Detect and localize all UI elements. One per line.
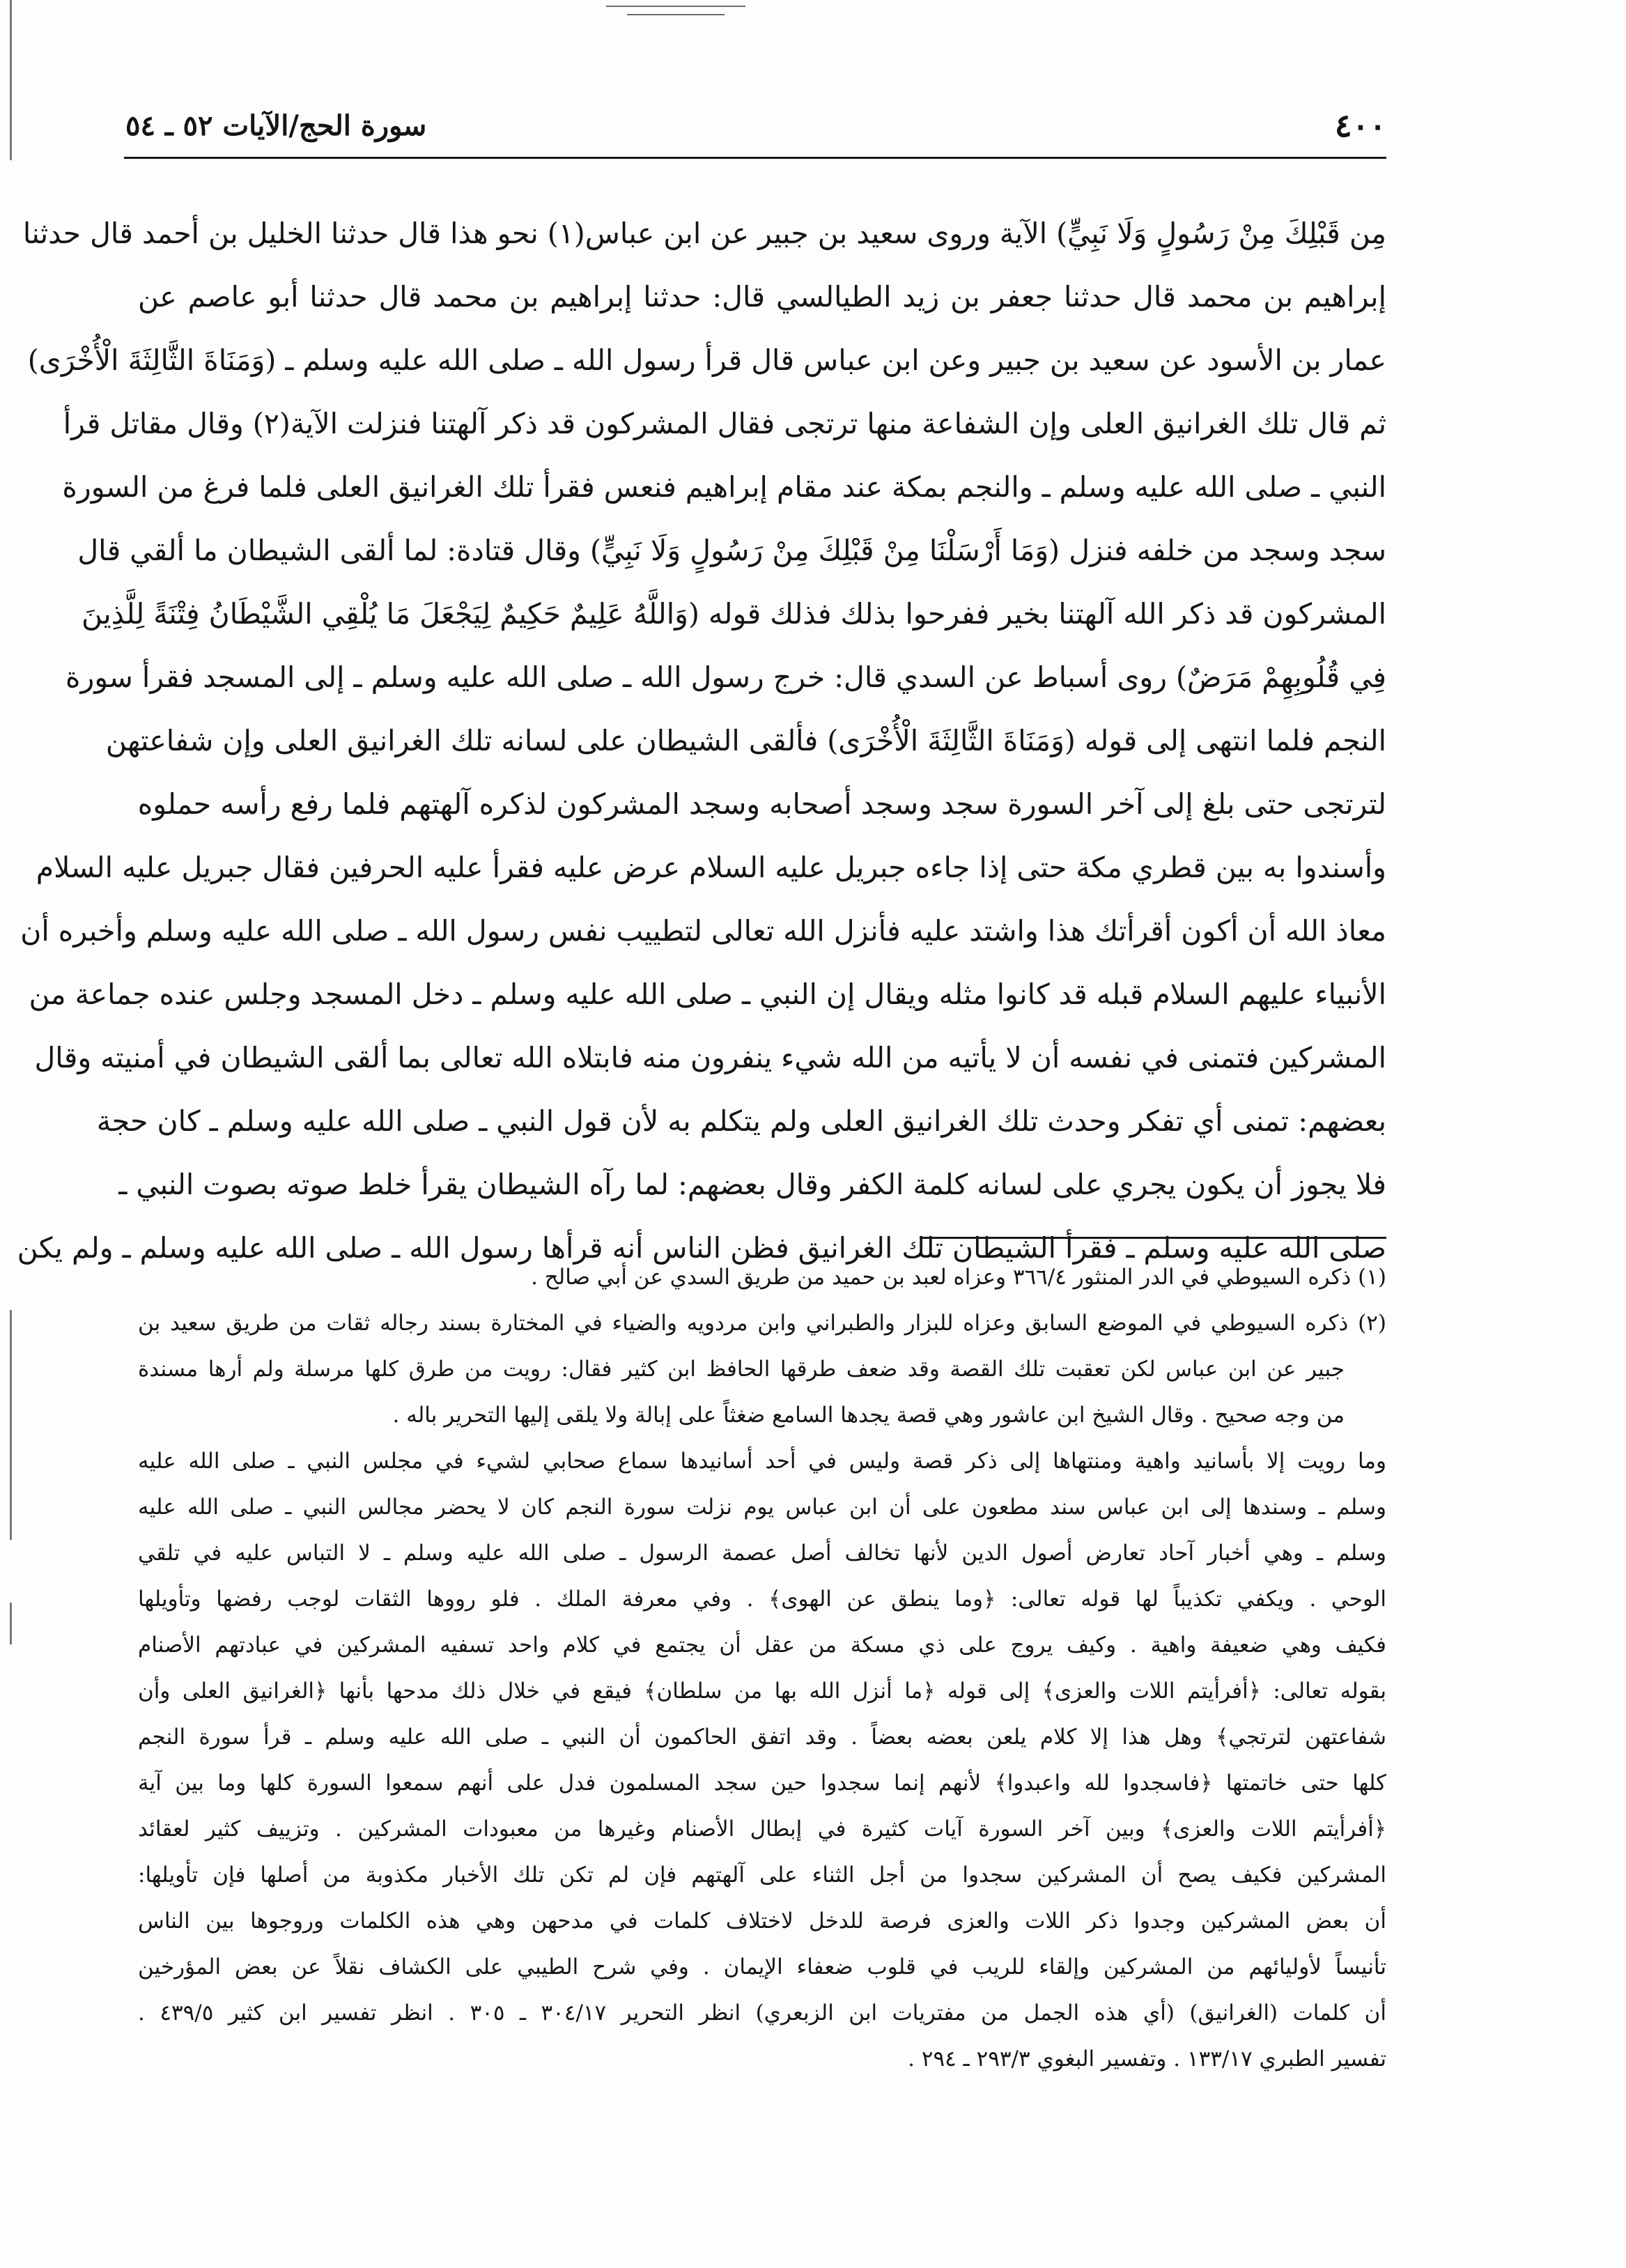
- scan-edge-line: [10, 1310, 12, 1540]
- scan-edge-line: [10, 0, 12, 160]
- footnote-line: المشركين فكيف يصح أن المشركين سجدوا من أجل الثناء على آلهتهم فإن لم تكن تلك الأخبار مكذوبة من أصلها فإن تأويلها:: [138, 1862, 1386, 1888]
- running-title: سورة الحج/الآيات ٥٢ ـ ٥٤: [125, 109, 427, 142]
- body-text-line: عمار بن الأسود عن سعيد بن جبير وعن ابن عباس قال قرأ رسول الله ـ صلى الله عليه وسلم ـ (وَمَنَاةَ الثَّالِثَةَ الْأُخْرَى): [27, 344, 1386, 377]
- footnote-line: وسلم ـ وهي أخبار آحاد تعارض أصول الدين لأنها تخالف أصل عصمة الرسول ـ صلى الله عليه وسلم ـ لا التباس عليه في تلقي: [138, 1541, 1386, 1566]
- footnote-separator: [920, 1237, 1386, 1239]
- page-header: [125, 105, 1386, 146]
- footnote-line: بقوله تعالى: ﴿أفرأيتم اللات والعزى﴾ إلى قوله ﴿ما أنزل الله بها من سلطان﴾ فيقع في خلال ذلك مدحها بأنها ﴿الغرانيق العلى وأن: [138, 1679, 1386, 1704]
- body-text-line: النبي ـ صلى الله عليه وسلم ـ والنجم بمكة عند مقام إبراهيم فنعس فقرأ تلك الغرانيق العلى فلما فرغ من السورة: [62, 470, 1386, 504]
- footnote-line: وما رويت إلا بأسانيد واهية ومنتهاها إلى ذكر قصة وليس في أحد أسانيدها سماع صحابي لشيء في مجلس النبي ـ صلى الله عليه: [138, 1449, 1386, 1474]
- footnote-line: أن كلمات (الغرانيق) (أي هذه الجمل من مفتريات ابن الزبعري) انظر التحرير ٣٠٤/١٧ ـ ٣٠٥ . انظر تفسير ابن كثير ٤٣٩/٥ .: [138, 2000, 1386, 2026]
- footnote-line: تفسير الطبري ١٣٣/١٧ . وتفسير البغوي ٢٩٣/٣ ـ ٢٩٤ .: [908, 2046, 1386, 2072]
- scan-edge-line: [10, 1603, 12, 1644]
- body-text-line: الأنبياء عليهم السلام قبله قد كانوا مثله ويقال إن النبي ـ صلى الله عليه وسلم ـ دخل المسجد وجلس عنده جماعة من: [29, 978, 1386, 1011]
- body-text-line: إبراهيم بن محمد قال حدثنا جعفر بن زيد الطيالسي قال: حدثنا إبراهيم بن محمد قال حدثنا أبو عاصم عن: [138, 280, 1386, 314]
- footnote-line: (١) ذكره السيوطي في الدر المنثور ٣٦٦/٤ وعزاه لعبد بن حميد من طريق السدي عن أبي صالح .: [531, 1265, 1386, 1290]
- footnote-line: وسلم ـ وسندها إلى ابن عباس سند مطعون على أن ابن عباس يوم نزلت سورة النجم كان لا يحضر مجالس النبي ـ صلى الله عليه: [138, 1495, 1386, 1520]
- page-number: ٤٠٠: [1334, 107, 1386, 144]
- body-text-line: المشركون قد ذكر الله آلهتنا بخير ففرحوا بذلك فذلك قوله (وَاللَّهُ عَلِيمٌ حَكِيمٌ لِيَجْعَلَ مَا يُلْقِي الشَّيْطَانُ فِتْنَةً لِلَّذِينَ: [82, 597, 1386, 631]
- footnote-line: أن بعض المشركين وجدوا ذكر اللات والعزى فرصة للدخل لاختلاف كلمات في مدحهن وهي هذه الكلمات وروجوها بين الناس: [138, 1908, 1386, 1934]
- footnote-line: فكيف وهي ضعيفة واهية . وكيف يروج على ذي مسكة من عقل أن يجتمع في كلام واحد تسفيه المشركين في عبادتهم الأصنام: [138, 1633, 1386, 1658]
- body-text-line: معاذ الله أن أكون أقرأتك هذا واشتد عليه فأنزل الله تعالى لتطييب نفس رسول الله ـ صلى الله عليه وسلم وأخبره أن: [20, 914, 1386, 948]
- body-text-line: سجد وسجد من خلفه فنزل (وَمَا أَرْسَلْنَا مِنْ قَبْلِكَ مِنْ رَسُولٍ وَلَا نَبِيٍّ) وقال قتادة: لما ألقى الشيطان ما ألقي قال: [77, 534, 1386, 567]
- body-text-line: ثم قال تلك الغرانيق العلى وإن الشفاعة منها ترتجى فقال المشركون قد ذكر آلهتنا فنزلت الآية(٢) وقال مقاتل قرأ: [63, 407, 1386, 440]
- body-text-line: لترتجى حتى بلغ إلى آخر السورة سجد وسجد أصحابه وسجد المشركون لذكره آلهتهم فلما رفع رأسه حملوه: [137, 787, 1386, 821]
- body-text-line: فِي قُلُوبِهِمْ مَرَضٌ) روى أسباط عن السدي قال: خرج رسول الله ـ صلى الله عليه وسلم ـ إلى المسجد فقرأ سورة: [65, 661, 1386, 694]
- footnote-line: شفاعتهن لترتجي﴾ وهل هذا إلا كلام يلعن بعضه بعضاً . وقد اتفق الحاكمون أن النبي ـ صلى الله عليه وسلم ـ قرأ سورة النجم: [138, 1725, 1386, 1750]
- footnote-line: من وجه صحيح . وقال الشيخ ابن عاشور وهي قصة يجدها السامع ضغثاً على إبالة ولا يلقى إليها التحرير باله .: [392, 1403, 1345, 1428]
- footnote-line: كلها حتى خاتمتها ﴿فاسجدوا لله واعبدوا﴾ لأنهم إنما سجدوا حين سجد المسلمون فدل على أنهم سمعوا السورة كلها وما بين آية: [138, 1771, 1386, 1796]
- body-text-line: مِن قَبْلِكَ مِنْ رَسُولٍ وَلَا نَبِيٍّ) الآية وروى سعيد بن جبير عن ابن عباس(١) نحو هذا قال حدثنا الخليل بن أحمد قال حدثنا: [22, 217, 1386, 250]
- header-rule: [124, 157, 1386, 159]
- main-text: [17, 202, 1386, 1280]
- page-edge-marks: [606, 0, 745, 21]
- body-text-line: النجم فلما انتهى إلى قوله (وَمَنَاةَ الثَّالِثَةَ الْأُخْرَى) فألقى الشيطان على لسانه تلك الغرانيق العلى وإن شفاعتهن: [105, 724, 1386, 757]
- footnotes: [138, 1254, 1386, 2082]
- footnote-line: جبير عن ابن عباس لكن تعقبت تلك القصة وقد ضعف طرقها الحافظ ابن كثير فقال: رويت من طرق كلها مرسلة ولم أرها مسندة: [138, 1357, 1345, 1382]
- footnote-line: تأنيساً لأوليائهم من المشركين وإلقاء للريب في قلوب ضعفاء الإيمان . وفي شرح الطيبي على الكشاف نقلاً عن بعض المؤرخين: [138, 1954, 1386, 1980]
- body-text-line: صلى الله عليه وسلم ـ فقرأ الشيطان تلك الغرانيق فظن الناس أنه قرأها رسول الله ـ صلى الله عليه وسلم ـ ولم يكن: [17, 1231, 1386, 1265]
- body-text-line: فلا يجوز أن يكون يجري على لسانه كلمة الكفر وقال بعضهم: لما رآه الشيطان يقرأ خلط صوته بصوت النبي ـ: [118, 1168, 1386, 1201]
- footnote-line: ﴿أفرأيتم اللات والعزى﴾ وبين آخر السورة آيات كثيرة في إبطال الأصنام وغيرها من معبودات المشركين . وتزييف كثير لعقائد: [138, 1816, 1386, 1842]
- footnote-line: الوحي . ويكفي تكذيباً لها قوله تعالى: ﴿وما ينطق عن الهوى﴾ . وفي معرفة الملك . فلو رووها الثقات لوجب رفضها وتأويلها: [138, 1587, 1386, 1612]
- footnote-line: (٢) ذكره السيوطي في الموضع السابق وعزاه للبزار والطبراني وابن مردويه والضياء في المختارة بسند رجاله ثقات من طريق سعيد بن: [138, 1311, 1386, 1336]
- body-text-line: بعضهم: تمنى أي تفكر وحدث تلك الغرانيق العلى ولم يتكلم به لأن قول النبي ـ صلى الله عليه وسلم ـ كان حجة: [96, 1104, 1386, 1138]
- body-text-line: المشركين فتمنى في نفسه أن لا يأتيه من الله شيء ينفرون منه فابتلاه الله تعالى بما ألقى الشيطان في أمنيته وقال: [34, 1041, 1386, 1074]
- body-text-line: وأسندوا به بين قطري مكة حتى إذا جاءه جبريل عليه السلام عرض عليه فقرأ عليه الحرفين فقال جبريل عليه السلام: [36, 851, 1386, 884]
